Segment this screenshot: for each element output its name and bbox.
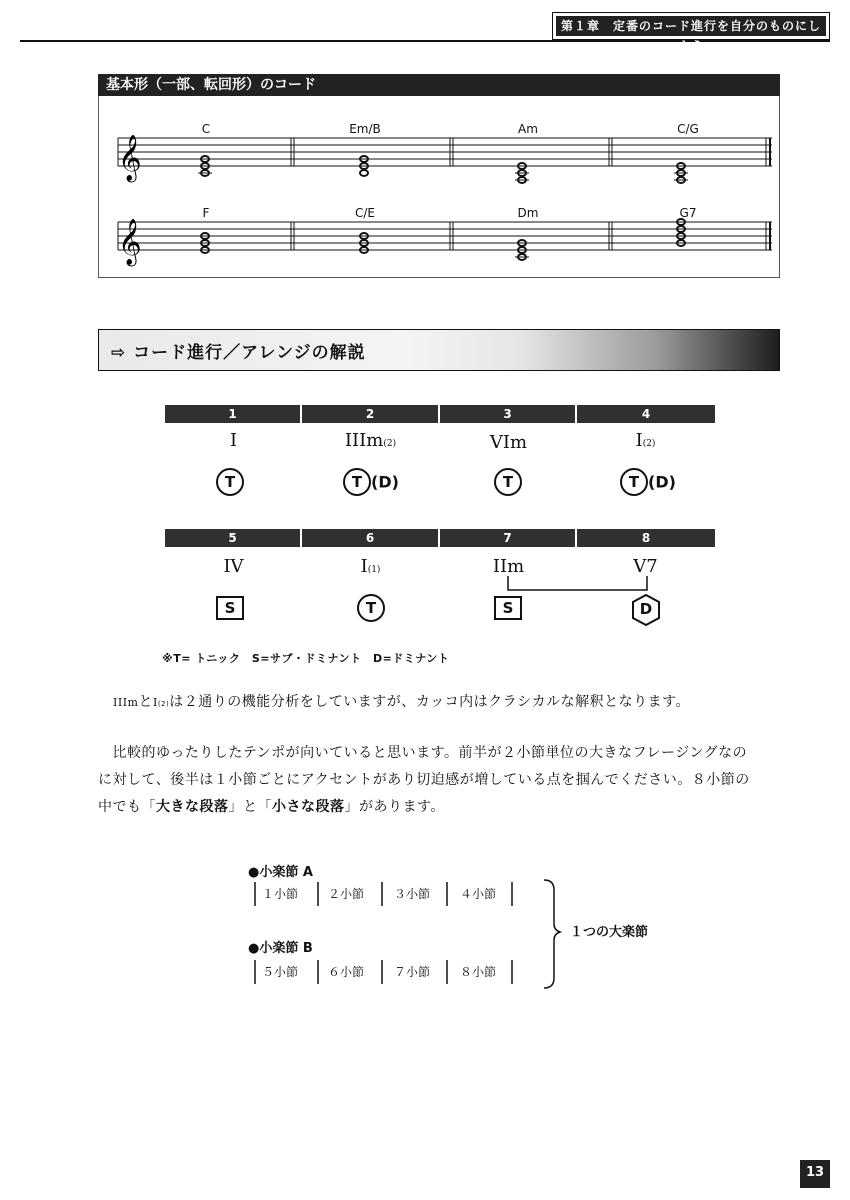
function-mark	[631, 594, 661, 626]
bar-number: 4	[577, 405, 715, 423]
bar-cell: ５小節	[262, 965, 299, 979]
bar-number: 6	[302, 529, 440, 547]
function-mark	[357, 594, 385, 622]
group-a-label: ●小楽節 A	[248, 865, 313, 880]
roman-numeral: VIm	[489, 432, 528, 453]
chord-notes-row-1	[198, 156, 688, 183]
dominant-label: D	[639, 600, 653, 618]
function-mark	[494, 468, 522, 496]
function-mark: T (D)	[343, 468, 399, 496]
treble-clef-icon: 𝄞	[118, 219, 142, 265]
page-number: 13	[800, 1160, 830, 1188]
chapter-tab	[552, 12, 830, 53]
paragraph-1: IIImとI(2)は２通りの機能分析をしていますが、カッコ内はクラシカルな解釈となります。	[113, 694, 690, 710]
bar-number: 2	[302, 405, 440, 423]
section-title-text: コード進行／アレンジの解説	[133, 343, 366, 363]
staff-row-1	[118, 138, 772, 166]
paragraph-2-line: に対して、後半は１小節ごとにアクセントがあり切迫感が増している点を掴んでください。８小節の	[98, 772, 750, 788]
header-rule	[20, 40, 830, 42]
group-b-label: ●小楽節 B	[248, 941, 313, 956]
bar-number: 3	[440, 405, 577, 423]
paragraph-2	[98, 740, 788, 821]
tonic-circle-icon: T	[620, 468, 648, 496]
paragraph-2-line: 中でも「大きな段落」と「小さな段落」があります。	[98, 799, 445, 815]
chapter-title: 第１章 定番のコード進行を自分のものにしよう	[556, 16, 826, 36]
chord-name: Dm	[517, 206, 539, 220]
bar-cell: ４小節	[460, 887, 497, 901]
tonic-circle-icon: T	[357, 594, 385, 622]
tonic-circle-icon: T	[494, 468, 522, 496]
treble-clef-icon: 𝄞	[118, 135, 142, 181]
roman-numeral: I(2)	[635, 430, 656, 451]
roman-numeral: IIm	[492, 556, 525, 577]
roman-numeral: IIIm(2)	[344, 430, 397, 451]
roman-numeral: V7	[633, 556, 658, 577]
bar-cell: ６小節	[328, 965, 365, 979]
bar-cell: ３小節	[394, 887, 431, 901]
chord-name: C/E	[354, 206, 375, 220]
tonic-circle-icon: T	[216, 468, 244, 496]
section-banner	[98, 329, 780, 371]
roman-numeral: I(1)	[360, 556, 381, 577]
function-mark	[494, 596, 522, 620]
bar-cell: ８小節	[460, 965, 497, 979]
chord-name: Am	[518, 122, 538, 136]
subdominant-square-icon: S	[494, 596, 522, 620]
chord-box-title: 基本形（一部、転回形）のコード	[98, 74, 780, 96]
tonic-circle-icon: T	[343, 468, 371, 496]
roman-numeral: IV	[223, 556, 244, 577]
bar-number: 1	[165, 405, 302, 423]
section-title	[111, 338, 366, 363]
chord-name: F	[202, 206, 210, 220]
bar-number: 5	[165, 529, 302, 547]
function-mark: T (D)	[620, 468, 676, 496]
roman-numeral: I	[229, 430, 238, 451]
subdominant-square-icon: S	[216, 596, 244, 620]
function-mark	[216, 596, 244, 620]
bar-cell: ２小節	[328, 887, 365, 901]
arrow-right-icon: ⇨	[111, 343, 127, 363]
bar-number: 8	[577, 529, 715, 547]
chord-name: G7	[679, 206, 697, 220]
bar-cell: ７小節	[394, 965, 431, 979]
function-legend: ※T= トニック S=サブ・ドミナント D=ドミナント	[162, 652, 450, 665]
resolution-bracket	[500, 576, 660, 594]
function-mark	[216, 468, 244, 496]
staff-row-2	[118, 222, 772, 250]
bar-number: 7	[440, 529, 577, 547]
brace-icon	[544, 880, 560, 988]
bar-cell: １小節	[262, 887, 299, 901]
chord-name: Em/B	[349, 122, 381, 136]
paragraph-2-line: 比較的ゆったりしたテンポが向いていると思います。前半が２小節単位の大きなフレージングなの	[98, 745, 748, 761]
chord-name: C/G	[677, 122, 699, 136]
chord-name: C	[201, 122, 211, 136]
brace-label: １つの大楽節	[570, 925, 649, 940]
